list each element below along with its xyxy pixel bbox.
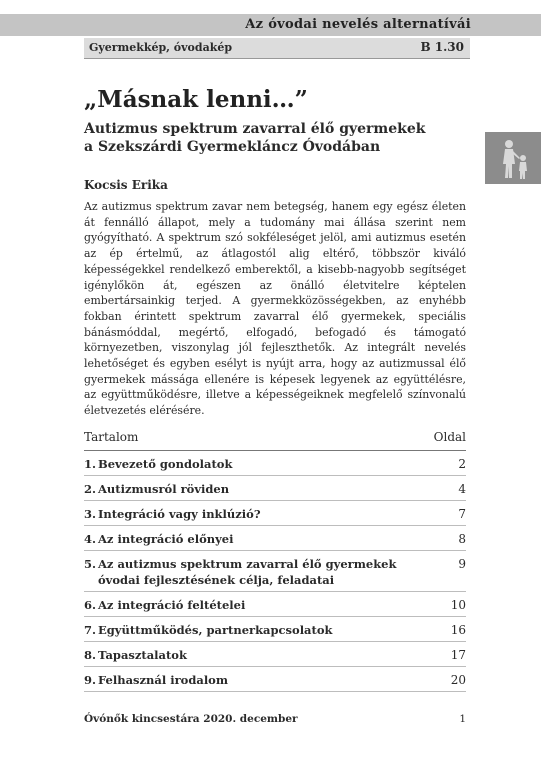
toc-item-title: Bevezető gondolatok <box>98 457 233 471</box>
toc-item-title: Felhasznál irodalom <box>98 673 229 687</box>
toc-item-number: 6. <box>84 598 97 612</box>
page-footer <box>84 713 466 725</box>
toc-item-number: 8. <box>84 648 97 662</box>
toc-rows <box>84 451 466 692</box>
toc-item-entry <box>84 622 424 638</box>
toc-item[interactable] <box>84 592 466 617</box>
toc-item-entry <box>84 556 424 588</box>
toc-item-title: Integráció vagy inklúzió? <box>98 507 261 521</box>
toc-item-number: 9. <box>84 673 97 687</box>
article-title: „Másnak lenni…” <box>84 86 308 113</box>
side-tab <box>485 132 541 184</box>
toc-item[interactable] <box>84 667 466 692</box>
toc-item-title: Autizmusról röviden <box>98 482 230 496</box>
table-of-contents <box>84 430 466 692</box>
section-code: B 1.30 <box>420 40 464 54</box>
journal-name: Óvónők kincsestára 2020. december <box>84 713 298 725</box>
toc-item-title: Együttműködés, partnerkapcsolatok <box>98 623 333 637</box>
toc-item-entry <box>84 531 424 547</box>
intro-paragraph: Az autizmus spektrum zavar nem betegség, hanem egy egész életen át fennálló állapot, mely a tudomány mai állása szerint nem gyógyítható. A spektrum szó sokféleséget jelöl, ami autizmus esetén az ép értelmű, az átlagostól alig eltérő, többször kiváló képességekkel rendelkező emberektől, a kisebb-nagyobb segítséget igénylőkön át, egészen az önálló életvitelre képtelen embertársainkig terjed. A gyermekközösségekben, az enyhébb fokban érintett spektrum zavarral élő gyermekek, speciális bánásmóddal, megértő, elfogadó, befogadó és támogató környezetben, viszonylag jól fejleszthetők. Az integrált nevelés lehetőséget és egyben esélyt is nyújt arra, hogy az autizmussal élő gyermekek mássága ellenére is képesek legyenek az együttélésre, az együttműködésre, illetve a képességeiknek megfelelő színvonalú életvezetés elérésére. <box>84 200 466 418</box>
toc-item[interactable] <box>84 476 466 501</box>
toc-item-entry <box>84 672 424 688</box>
article-subtitle <box>84 120 464 156</box>
toc-item-number: 7. <box>84 623 97 637</box>
toc-item-page: 8 <box>458 532 466 546</box>
adult-and-child-walking-icon <box>485 132 541 184</box>
series-header-band <box>0 14 541 36</box>
toc-item-page: 9 <box>458 557 466 571</box>
toc-item-title: Tapasztalatok <box>98 648 187 662</box>
subtitle-line-1: Autizmus spektrum zavarral élő gyermekek <box>84 121 426 137</box>
toc-item-number: 4. <box>84 532 97 546</box>
toc-page-label: Oldal <box>433 430 466 444</box>
toc-item-entry <box>84 647 424 663</box>
toc-item-page: 16 <box>450 623 466 637</box>
toc-item[interactable] <box>84 642 466 667</box>
toc-item-page: 17 <box>450 648 466 662</box>
toc-header <box>84 430 466 451</box>
toc-item-title: Az integráció feltételei <box>98 598 246 612</box>
toc-item-entry <box>84 481 424 497</box>
toc-item[interactable] <box>84 526 466 551</box>
toc-item-page: 2 <box>458 457 466 471</box>
toc-item-entry <box>84 456 424 472</box>
toc-item[interactable] <box>84 501 466 526</box>
toc-header-label: Tartalom <box>84 430 139 444</box>
toc-item[interactable] <box>84 617 466 642</box>
toc-item-number: 1. <box>84 457 97 471</box>
toc-item-page: 20 <box>450 673 466 687</box>
toc-item[interactable] <box>84 551 466 592</box>
toc-item-title: Az autizmus spektrum zavarral élő gyermekek óvodai fejlesztésének célja, feladatai <box>98 557 397 587</box>
toc-item[interactable] <box>84 451 466 476</box>
toc-item-title: Az integráció előnyei <box>98 532 234 546</box>
toc-item-entry <box>84 597 424 613</box>
toc-item-number: 5. <box>84 557 97 571</box>
subtitle-line-2: a Szekszárdi Gyermekláncz Óvodában <box>84 139 381 155</box>
section-name: Gyermekkép, óvodakép <box>89 41 233 54</box>
toc-item-number: 2. <box>84 482 97 496</box>
section-header-band <box>84 38 470 59</box>
author-name: Kocsis Erika <box>84 178 168 192</box>
page-number: 1 <box>459 713 466 725</box>
toc-item-page: 4 <box>458 482 466 496</box>
series-title: Az óvodai nevelés alternatívái <box>245 17 471 32</box>
toc-item-number: 3. <box>84 507 97 521</box>
toc-item-page: 10 <box>450 598 466 612</box>
toc-item-entry <box>84 506 424 522</box>
toc-item-page: 7 <box>458 507 466 521</box>
